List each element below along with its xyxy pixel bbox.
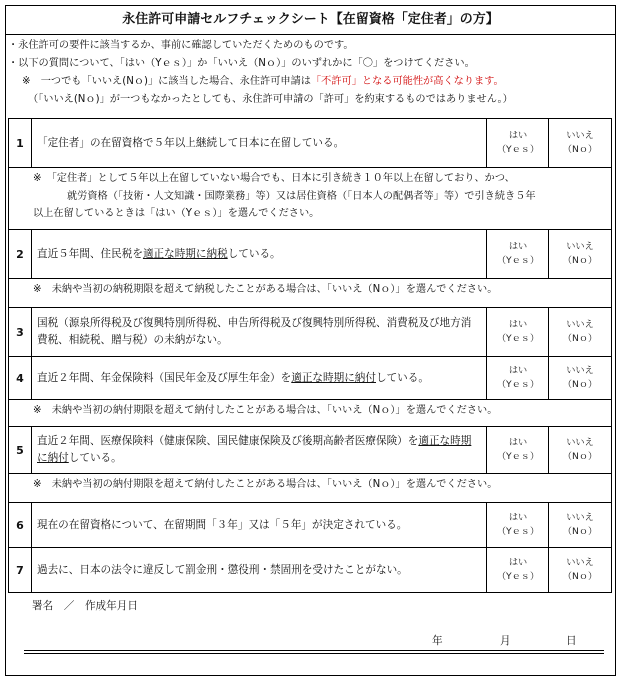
answer-no[interactable]: いいえ （Nｏ） [548,503,611,547]
note-4 [8,399,612,427]
question-text: 直近２年間、年金保険料（国民年金及び厚生年金）を適正な時期に納付している。 [37,371,429,384]
signature-label: 署名 ／ 作成年月日 [32,600,138,612]
intro-warning-text: ※ 一つでも「いいえ(Nｏ)」に該当した場合、永住許可申請は [22,76,311,87]
answer-yes[interactable]: はい （Yｅｓ） [486,357,549,399]
answer-no[interactable]: いいえ （Nｏ） [548,357,611,399]
question-row-1 [8,118,612,168]
note-5 [8,473,612,503]
question-row-7 [8,547,612,593]
question-text: 過去に、日本の法令に違反して罰金刑・懲役刑・禁固刑を受けたことがない。 [37,563,408,576]
question-number: 4 [9,357,32,399]
question-number: 3 [9,308,32,356]
question-number: 6 [9,503,32,547]
answer-yes[interactable] [486,119,549,167]
question-number: 7 [9,548,32,592]
answer-no[interactable]: いいえ （Nｏ） [548,548,611,592]
answer-yes-label: はい [508,130,528,141]
note-5-text: ※ 未納や当初の納付期限を超えて納付したことがある場合は、「いいえ（Nｏ）」を選んでください。 [33,479,498,490]
question-row-2 [8,229,612,279]
answer-no-label: いいえ [566,130,594,141]
answer-yes[interactable]: はい （Yｅｓ） [486,230,549,278]
note-1-line-3: 以上在留しているときは「はい（Yｅｓ）」を選んでください。 [33,208,320,219]
intro-line-2: ・以下の質問について、「はい（Yｅｓ）」か「いいえ（Nｏ）」のいずれかに「〇」をつけてください。 [8,58,475,69]
question-text: 直近２年間、医療保険料（健康保険、国民健康保険及び後期高齢者医療保険）を適正な時期に納付している。 [37,435,472,464]
answer-yes[interactable]: はい （Yｅｓ） [486,308,549,356]
answer-yes-en: （Yｅｓ） [496,144,540,155]
question-row-5 [8,426,612,474]
sheet-title: 永住許可申請セルフチェックシート【在留資格「定住者」の方】 [5,5,616,35]
date-month-label: 月 [500,635,511,647]
note-2 [8,278,612,308]
signature-line-double [24,653,604,654]
note-2-text: ※ 未納や当初の納税期限を超えて納税したことがある場合は、「いいえ（Nｏ）」を選んでください。 [33,284,498,295]
note-1 [8,167,612,229]
note-1-line-1: ※ 「定住者」として５年以上在留していない場合でも、日本に引き続き１０年以上在留しており、かつ、 [33,173,515,184]
question-text: 「定住者」の在留資格で５年以上継続して日本に在留している。 [37,136,345,149]
intro-line-4: （「いいえ(Nｏ)」が一つもなかったとしても、永住許可申請の「許可」を約束するものではありません。） [28,94,513,105]
date-year-label: 年 [432,635,443,647]
note-1-line-2: 就労資格（「技術・人文知識・国際業務」等）又は居住資格（「日本人の配偶者等」等）で引き続き５年 [67,190,536,202]
signature-line[interactable] [24,650,604,651]
answer-no[interactable]: いいえ （Nｏ） [548,427,611,473]
question-row-4 [8,356,612,400]
date-day-label: 日 [566,635,577,647]
question-text: 直近５年間、住民税を適正な時期に納税している。 [37,247,281,260]
answer-no[interactable]: いいえ （Nｏ） [548,308,611,356]
question-number: 2 [9,230,32,278]
question-number: 1 [9,119,32,167]
intro-warning-red: 「不許可」となる可能性が高くなります。 [310,76,504,87]
question-text: 国税（源泉所得税及び復興特別所得税、申告所得税及び復興特別所得税、消費税及び地方消費税、相続税、贈与税）の未納がない。 [37,317,472,346]
question-text: 現在の在留資格について、在留期間「３年」又は「５年」が決定されている。 [37,518,408,531]
answer-no-en: （Nｏ） [562,144,598,155]
question-row-3 [8,307,612,357]
answer-no[interactable] [548,119,611,167]
answer-yes[interactable]: はい （Yｅｓ） [486,503,549,547]
answer-no[interactable]: いいえ （Nｏ） [548,230,611,278]
intro-line-3 [22,74,504,90]
answer-yes[interactable]: はい （Yｅｓ） [486,548,549,592]
note-4-text: ※ 未納や当初の納付期限を超えて納付したことがある場合は、「いいえ（Nｏ）」を選んでください。 [33,405,498,416]
question-row-6 [8,502,612,548]
question-number: 5 [9,427,32,473]
answer-yes[interactable]: はい （Yｅｓ） [486,427,549,473]
intro-line-1: ・永住許可の要件に該当するか、事前に確認していただくためのものです。 [8,40,354,51]
